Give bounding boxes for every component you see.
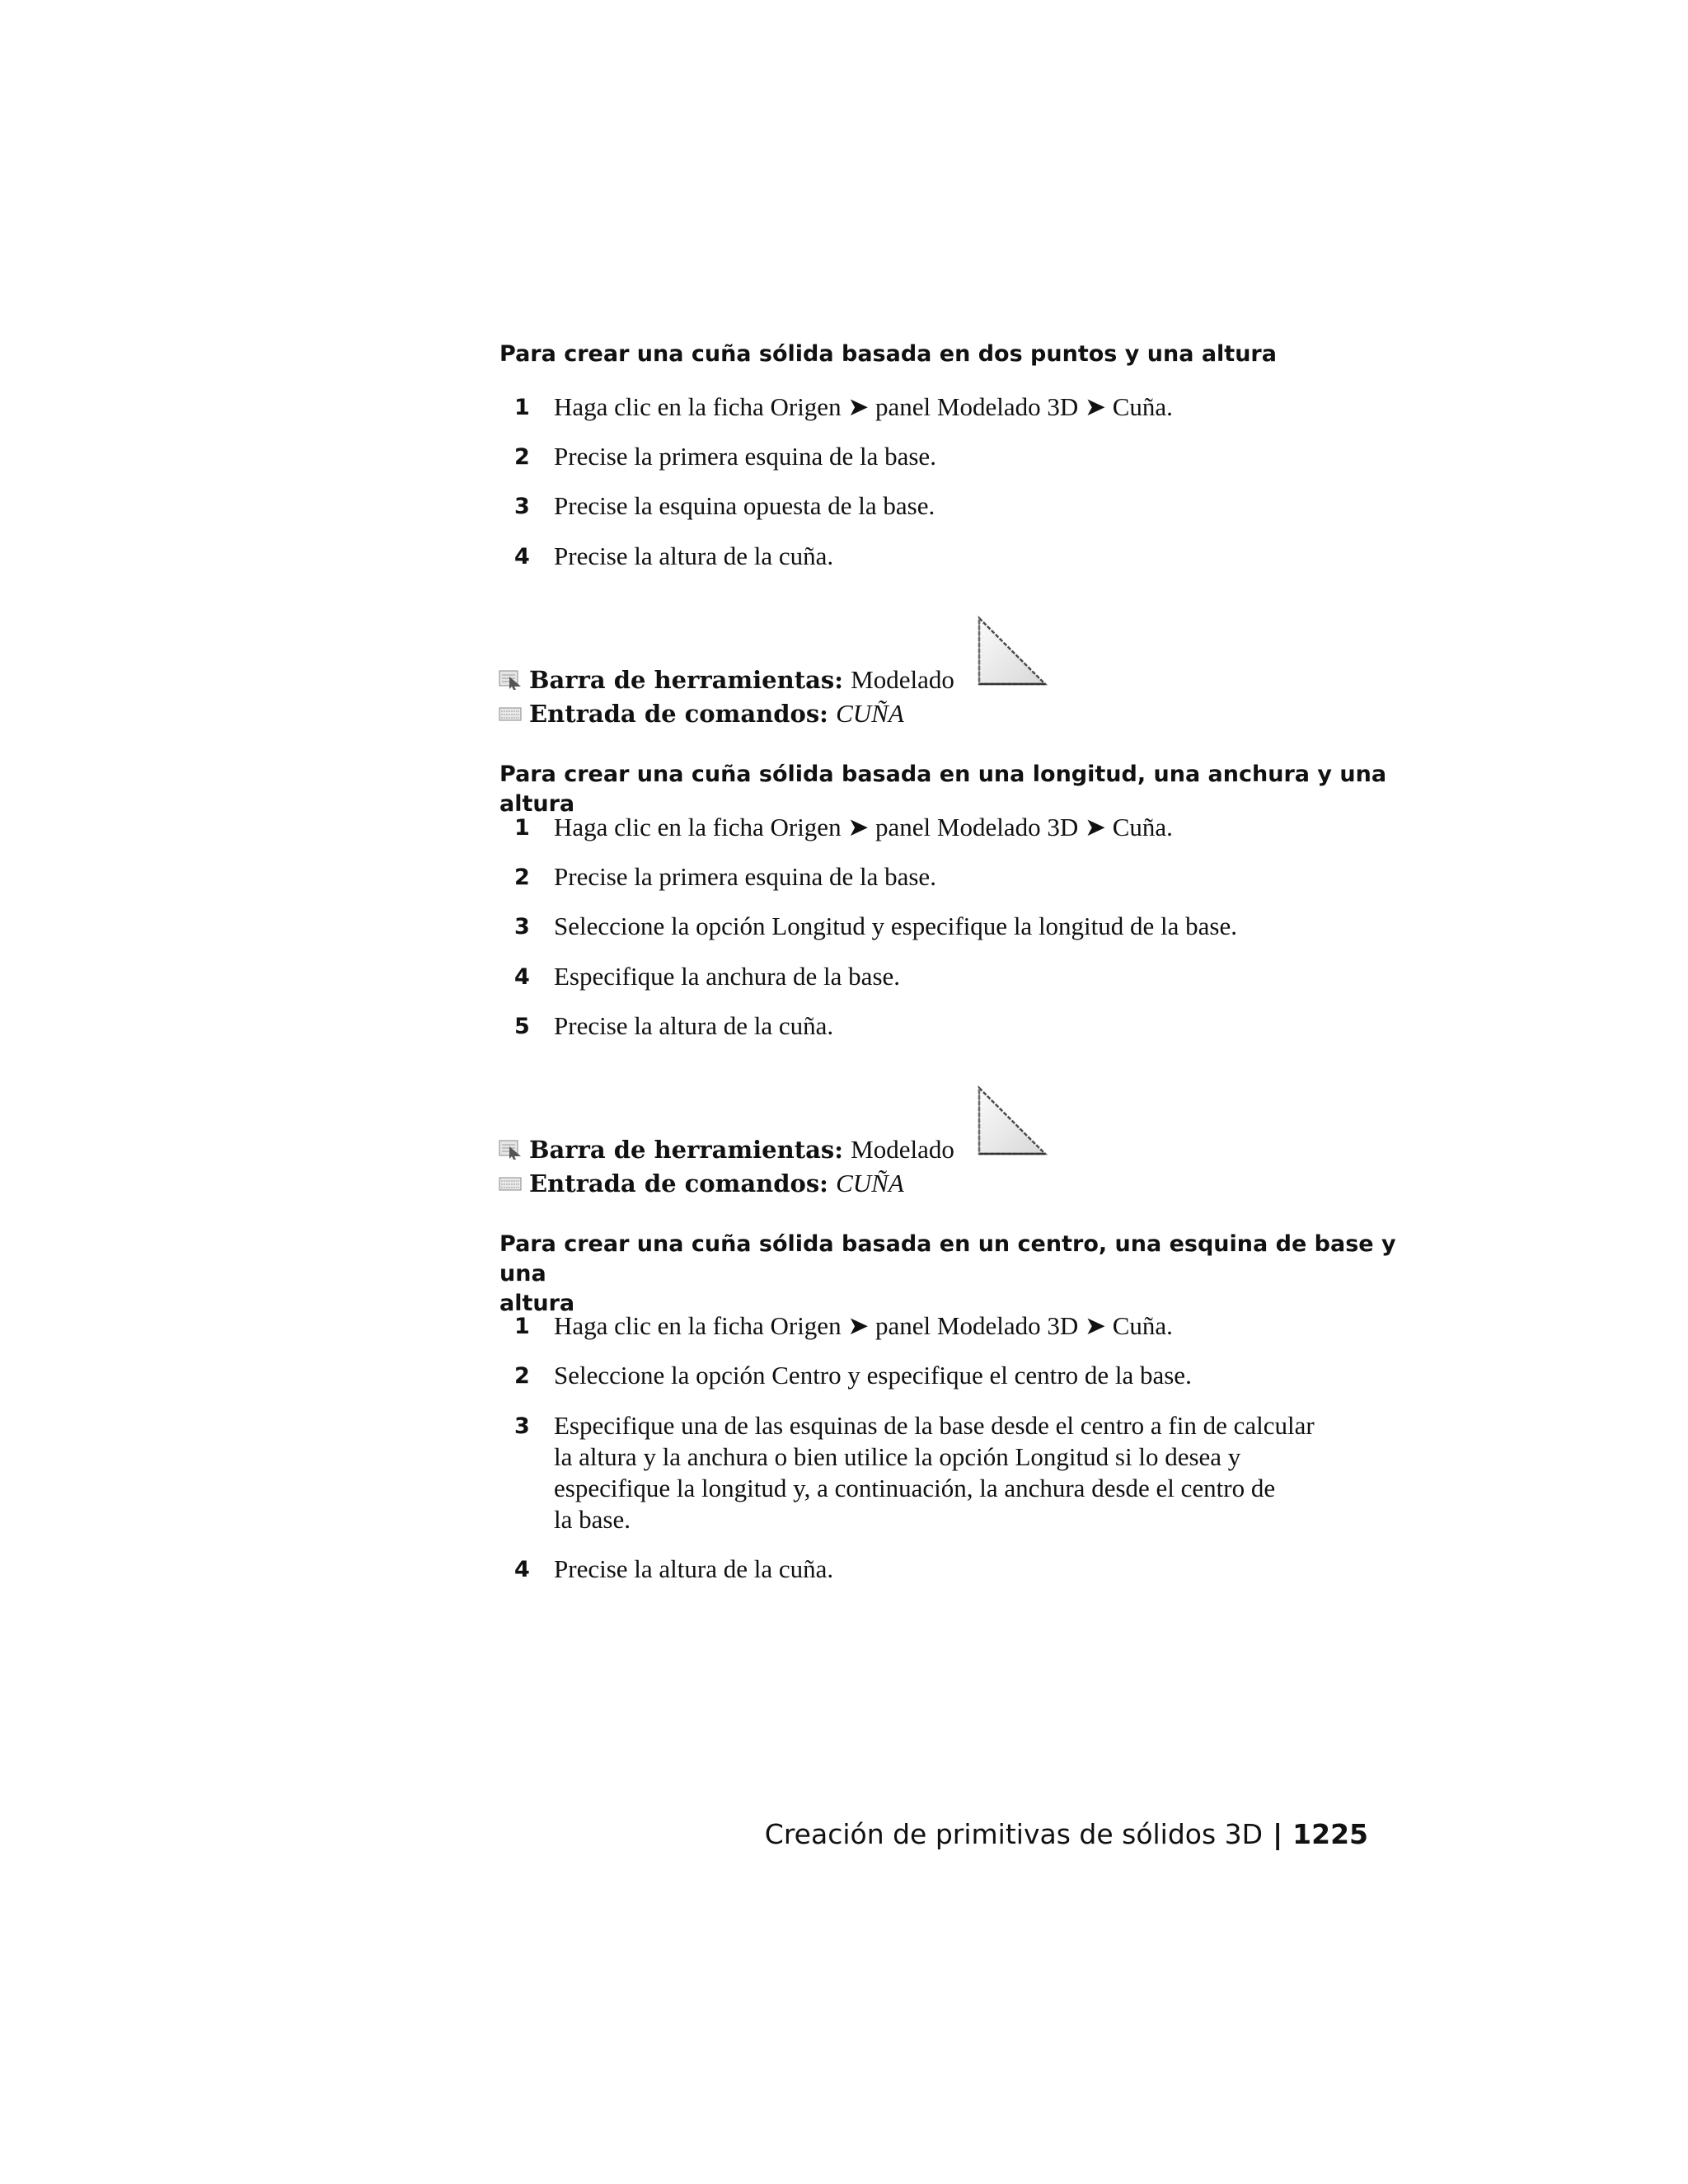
step-text-line: la altura y la anchura o bien utilice la opción Longitud si lo desea y [554,1442,1241,1471]
step-number: 2 [514,444,530,470]
toolbar-value: Modelado [851,665,954,694]
step-number: 4 [514,964,530,990]
toolbar-icon [498,1135,523,1168]
page-number: 1225 [1292,1818,1368,1850]
section-heading: Para crear una cuña sólida basada en una longitud, una anchura y una altura [499,762,1387,817]
step-text: Seleccione la opción Longitud y especifique la longitud de la base. [554,912,1237,940]
keyboard-icon [498,1169,523,1202]
step-text: Haga clic en la ficha Origen ➤ panel Modelado 3D ➤ Cuña. [554,392,1173,421]
step-text: Precise la altura de la cuña. [554,541,834,570]
step-text: Haga clic en la ficha Origen ➤ panel Modelado 3D ➤ Cuña. [554,1311,1173,1340]
step-number: 1 [514,395,530,420]
step-text [554,1410,1419,1535]
step-number: 3 [514,914,530,940]
section-heading [499,1230,1414,1319]
wedge-icon [971,613,1050,696]
step-number: 1 [514,1314,530,1339]
section-heading-line: altura [499,1291,575,1316]
footer-title: Creación de primitivas de sólidos 3D [764,1818,1264,1850]
step-text-line: Especifique una de las esquinas de la base desde el centro a fin de calcular [554,1411,1315,1440]
step-number: 4 [514,544,530,569]
step-text: Precise la primera esquina de la base. [554,862,936,891]
toolbar-value: Modelado [851,1135,954,1164]
toolbar-label: Barra de herramientas: [529,1136,843,1164]
keyboard-icon [498,699,523,732]
toolbar-reference [498,1133,954,1166]
step-number: 1 [514,815,530,841]
step-number: 2 [514,1363,530,1389]
step-number: 2 [514,865,530,890]
command-reference [498,697,904,730]
command-label: Entrada de comandos: [529,700,828,728]
wedge-icon [971,1083,1050,1165]
step-text: Precise la altura de la cuña. [554,1554,834,1583]
step-text-line: especifique la longitud y, a continuación, la anchura desde el centro de [554,1474,1276,1502]
command-value: CUÑA [836,1169,904,1197]
section-heading: Para crear una cuña sólida basada en dos puntos y una altura [499,341,1277,367]
step-number: 3 [514,1413,530,1439]
step-text-line: la base. [554,1505,631,1534]
command-reference [498,1167,904,1200]
step-text: Precise la primera esquina de la base. [554,442,936,471]
step-text: Precise la esquina opuesta de la base. [554,491,935,520]
step-text: Precise la altura de la cuña. [554,1011,834,1040]
step-text: Seleccione la opción Centro y especifique el centro de la base. [554,1361,1192,1390]
command-label: Entrada de comandos: [529,1169,828,1197]
step-text: Especifique la anchura de la base. [554,962,901,991]
toolbar-label: Barra de herramientas: [529,666,843,694]
step-number: 5 [514,1014,530,1039]
step-number: 4 [514,1557,530,1582]
toolbar-icon [498,665,523,698]
section-heading-line: Para crear una cuña sólida basada en un centro, una esquina de base y una [499,1231,1396,1286]
footer-separator: | [1273,1818,1283,1850]
step-number: 3 [514,494,530,519]
command-value: CUÑA [836,699,904,728]
step-text: Haga clic en la ficha Origen ➤ panel Modelado 3D ➤ Cuña. [554,813,1173,841]
page-footer [742,1816,1368,1853]
toolbar-reference [498,663,954,696]
